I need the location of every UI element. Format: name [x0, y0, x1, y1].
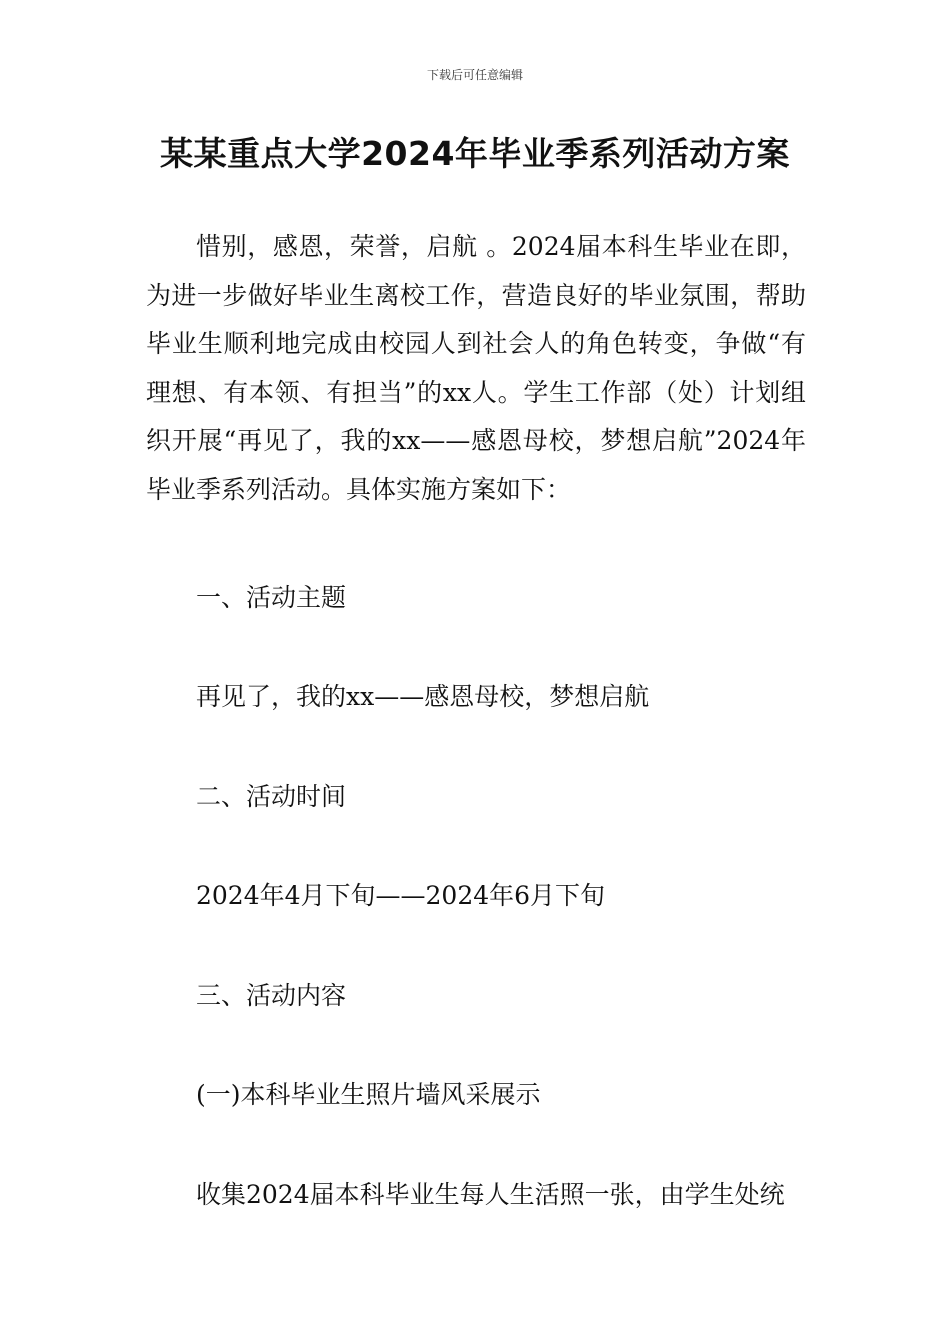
- theme-text: 再见了，我的xx——感恩母校，梦想启航: [196, 682, 650, 711]
- download-note: 下载后可任意编辑: [426, 68, 523, 82]
- content-paragraph-line: 收集2024届本科毕业生每人生活照一张，由学生处统: [196, 1180, 785, 1209]
- section-heading-time: 二、活动时间: [196, 782, 347, 811]
- section-heading-theme: 一、活动主题: [196, 583, 347, 612]
- section-heading-content: 三、活动内容: [196, 981, 347, 1010]
- document-title: 某某重点大学2024年毕业季系列活动方案: [160, 134, 790, 173]
- time-text: 2024年4月下旬——2024年6月下旬: [196, 881, 606, 910]
- subsection-photo-wall: (一)本科毕业生照片墙风采展示: [196, 1080, 541, 1109]
- intro-paragraph: 惜别，感恩，荣誉，启航 。2024届本科生毕业在即，为进一步做好毕业生离校工作，营造良好的毕业氛围，帮助毕业生顺利地完成由校园人到社会人的角色转变，争做“有理想、有本领、有担当”的xx人。学生工作部（处）计划组织开展“再见了，我的xx——感恩母校，梦想启航”2024年毕业季系列活动。具体实施方案如下：: [146, 232, 806, 504]
